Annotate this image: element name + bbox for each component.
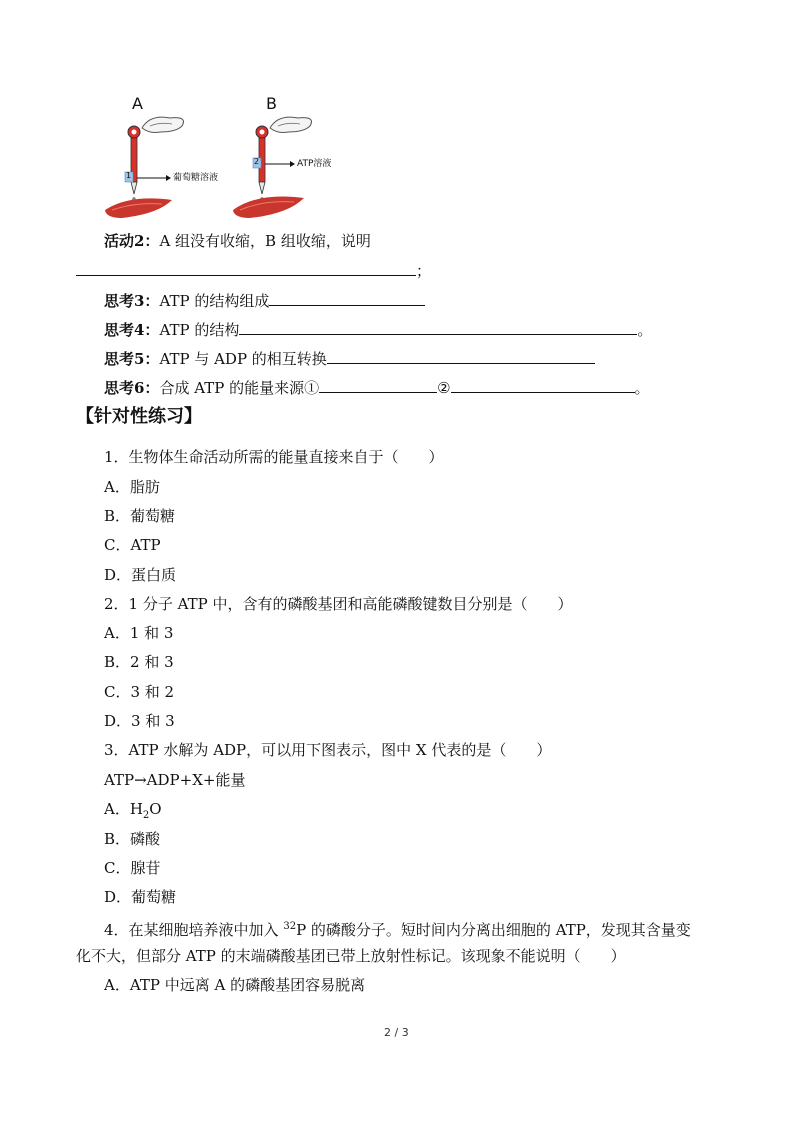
think-5 bbox=[104, 347, 595, 369]
stem-suffix: P 的磷酸分子。短时间内分离出细胞的 ATP，发现其含量变 bbox=[296, 921, 691, 939]
think-6-end: 。 bbox=[634, 379, 650, 397]
question-4-option-a[interactable]: A．ATP 中远离 A 的磷酸基团容易脱离 bbox=[104, 976, 366, 994]
page-number: 2 / 3 bbox=[384, 1026, 409, 1039]
stem-prefix: 4．在某细胞培养液中加入 bbox=[104, 921, 284, 939]
question-1-stem: 1．生物体生命活动所需的能量直接来自于（ ） bbox=[104, 448, 444, 466]
answer-blank[interactable] bbox=[451, 376, 635, 393]
figure-b-label: B bbox=[266, 94, 277, 113]
question-2-option-a[interactable]: A．1 和 3 bbox=[104, 624, 174, 642]
question-1-option-b[interactable]: B．葡萄糖 bbox=[104, 507, 176, 525]
think-3-label: 思考3： bbox=[104, 292, 160, 310]
callout-a-text: 葡萄糖溶液 bbox=[173, 173, 219, 183]
question-1-option-a[interactable]: A．脂肪 bbox=[104, 478, 160, 496]
question-4-stem-line2: 化不大，但部分 ATP 的末端磷酸基团已带上放射性标记。该现象不能说明（ ） bbox=[76, 947, 626, 965]
question-2-option-c[interactable]: C．3 和 2 bbox=[104, 683, 175, 701]
answer-blank[interactable] bbox=[239, 318, 637, 335]
think-6-text: 合成 ATP 的能量来源① bbox=[159, 379, 320, 397]
question-2-option-b[interactable]: B．2 和 3 bbox=[104, 653, 174, 671]
think-6-mid: ② bbox=[437, 379, 451, 397]
activity-2-end: ； bbox=[416, 262, 432, 280]
section-title: 【针对性练习】 bbox=[76, 406, 202, 427]
subscript-2: 2 bbox=[142, 810, 150, 821]
think-3-text: ATP 的结构组成 bbox=[159, 292, 270, 310]
callout-b-text: ATP溶液 bbox=[297, 159, 332, 169]
think-6 bbox=[104, 376, 650, 398]
answer-blank[interactable] bbox=[319, 376, 437, 393]
question-3-option-a[interactable] bbox=[104, 799, 162, 826]
question-3-option-d[interactable]: D．葡萄糖 bbox=[104, 888, 177, 906]
callout-a-number: 1 bbox=[126, 171, 132, 180]
question-2-option-d[interactable]: D．3 和 3 bbox=[104, 712, 175, 730]
activity-2-answer-line bbox=[76, 259, 431, 281]
question-1-option-d[interactable]: D．蛋白质 bbox=[104, 566, 177, 584]
callout-b-number: 2 bbox=[254, 157, 260, 166]
think-3 bbox=[104, 289, 425, 311]
option-a-prefix: A．H bbox=[104, 800, 143, 818]
question-3-equation: ATP→ADP+X+能量 bbox=[104, 771, 246, 789]
dropper-illustration-a bbox=[100, 92, 240, 222]
figure-b bbox=[228, 92, 358, 222]
figure-a bbox=[100, 92, 219, 222]
answer-blank[interactable] bbox=[269, 289, 425, 306]
question-3-option-c[interactable]: C．腺苷 bbox=[104, 859, 161, 877]
superscript-32: 32 bbox=[283, 921, 297, 932]
think-6-label: 思考6： bbox=[104, 379, 160, 397]
answer-blank[interactable] bbox=[76, 259, 416, 276]
think-4-label: 思考4： bbox=[104, 321, 160, 339]
question-4-stem-line1 bbox=[104, 917, 691, 940]
answer-blank[interactable] bbox=[327, 347, 595, 364]
think-4-text: ATP 的结构 bbox=[159, 321, 240, 339]
question-2-stem: 2．1 分子 ATP 中，含有的磷酸基团和高能磷酸键数目分别是（ ） bbox=[104, 595, 573, 613]
question-1-option-c[interactable]: C．ATP bbox=[104, 536, 161, 554]
think-4 bbox=[104, 318, 652, 340]
think-5-label: 思考5： bbox=[104, 350, 160, 368]
option-a-suffix: O bbox=[149, 800, 162, 818]
think-4-end: 。 bbox=[637, 321, 653, 339]
activity-2-label: 活动2： bbox=[104, 232, 160, 250]
question-3-option-b[interactable]: B．磷酸 bbox=[104, 830, 161, 848]
activity-2-text: A 组没有收缩，B 组收缩，说明 bbox=[159, 232, 371, 250]
activity-2 bbox=[104, 231, 371, 251]
think-5-text: ATP 与 ADP 的相互转换 bbox=[159, 350, 327, 368]
question-3-stem: 3．ATP 水解为 ADP，可以用下图表示，图中 X 代表的是（ ） bbox=[104, 741, 552, 759]
figure-a-label: A bbox=[132, 94, 143, 113]
